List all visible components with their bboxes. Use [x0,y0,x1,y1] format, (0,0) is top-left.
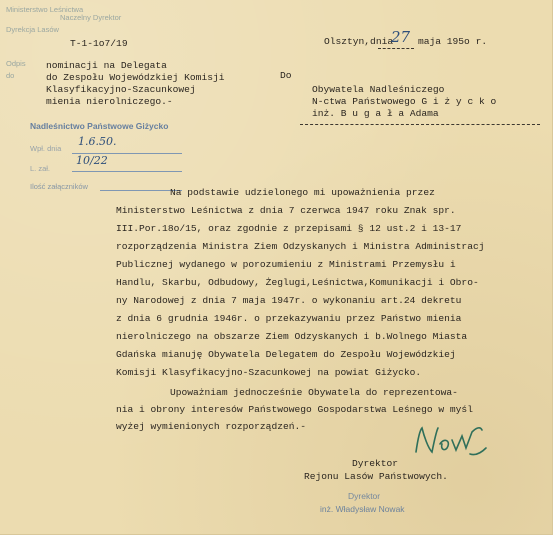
letterhead-line: Ministerstwo Leśnictwa [6,5,84,14]
body-line: nia i obrony interesów Państwowego Gospodarstwa Leśnego w myśl [116,404,473,415]
handwritten-signature [410,418,490,464]
addressee-underline [300,124,540,125]
date-underline [378,48,414,49]
place-date-label: Olsztyn,dnia [324,36,394,47]
body-line: wyżej wymienionych rozporządzeń.- [116,421,306,432]
stamp-number-handwritten: 10/22 [76,154,108,167]
addressee-prefix: Do [280,70,292,81]
body-line: III.Por.18o/15, oraz zgodnie z przepisami § 12 ust.2 i 13-17 [116,223,462,234]
body-line: nierolniczego na obszarze Ziem Odzyskanych i b.Wolnego Miasta [116,331,468,342]
subject-line: nominacji na Delegata [46,60,167,71]
signature-glyph [410,418,490,464]
body-line: Gdańska mianuję Obywatela Delegatem do Zespołu Wojewódzkiej [116,349,456,360]
addressee-line: Obywatela Nadleśniczego [312,84,445,95]
subject-line: Klasyfikacyjno-Szacunkowej [46,84,196,95]
addressee-line: N-ctwa Państwowego G i ż y c k o [312,96,497,107]
body-line: rozporządzenia Ministra Ziem Odzyskanych i Ministra Administracj [116,241,485,252]
subject-line: mienia nierolniczego.- [46,96,173,107]
letterhead-line: do [6,71,15,80]
stamp-label: L. zał. [30,164,51,173]
letterhead-line: Odpis [6,59,26,68]
body-line: Ministerstwo Leśnictwa z dnia 7 czerwca 1947 roku Znak spr. [116,205,456,216]
stamp-date-handwritten: 1.6.50. [78,135,117,148]
body-line: Na podstawie udzielonego mi upoważnienia przez [170,187,435,198]
addressee-line: inż. B u g a ł a Adama [312,108,439,119]
stamp-title: Nadleśnictwo Państwowe Giżycko [30,121,169,131]
signatory-office: Rejonu Lasów Państwowych. [304,471,448,482]
body-line: z dnia 6 grudnia 1946r. o przekazywaniu przez Państwo mienia [116,313,462,324]
reference-number: T-1-1o7/19 [70,38,128,49]
signatory-title: Dyrektor [352,458,399,469]
letterhead-line: Naczelny Dyrektor [60,13,122,22]
stamp-label: Ilość załączników [30,182,88,191]
date-day-handwritten: 27 [391,28,411,46]
body-line: ny Narodowej z dnia 7 maja 1947r. o wykonaniu art.24 dekretu [116,295,462,306]
stamp-line [72,171,182,172]
body-line: Komisji Klasyfikacyjno-Szacunkowej na powiat Giżycko. [116,367,422,378]
letterhead-line: Dyrekcja Lasów [6,25,59,34]
stamp-label: Wpł. dnia [30,144,62,153]
body-line: Publicznej wydanego w porozumieniu z Ministrami Przemysłu i [116,259,456,270]
date-month-year: maja 195o r. [418,36,488,47]
body-line: Handlu, Skarbu, Odbudowy, Żeglugi,Leśnictwa,Komunikacji i Obro- [116,277,479,288]
signature-stamp-title: Dyrektor [348,491,381,501]
body-line: Upoważniam jednocześnie Obywatela do reprezentowa- [170,387,458,398]
signature-stamp-name: inż. Władysław Nowak [320,504,405,514]
subject-line: do Zespołu Wojewódzkiej Komisji [46,72,225,83]
